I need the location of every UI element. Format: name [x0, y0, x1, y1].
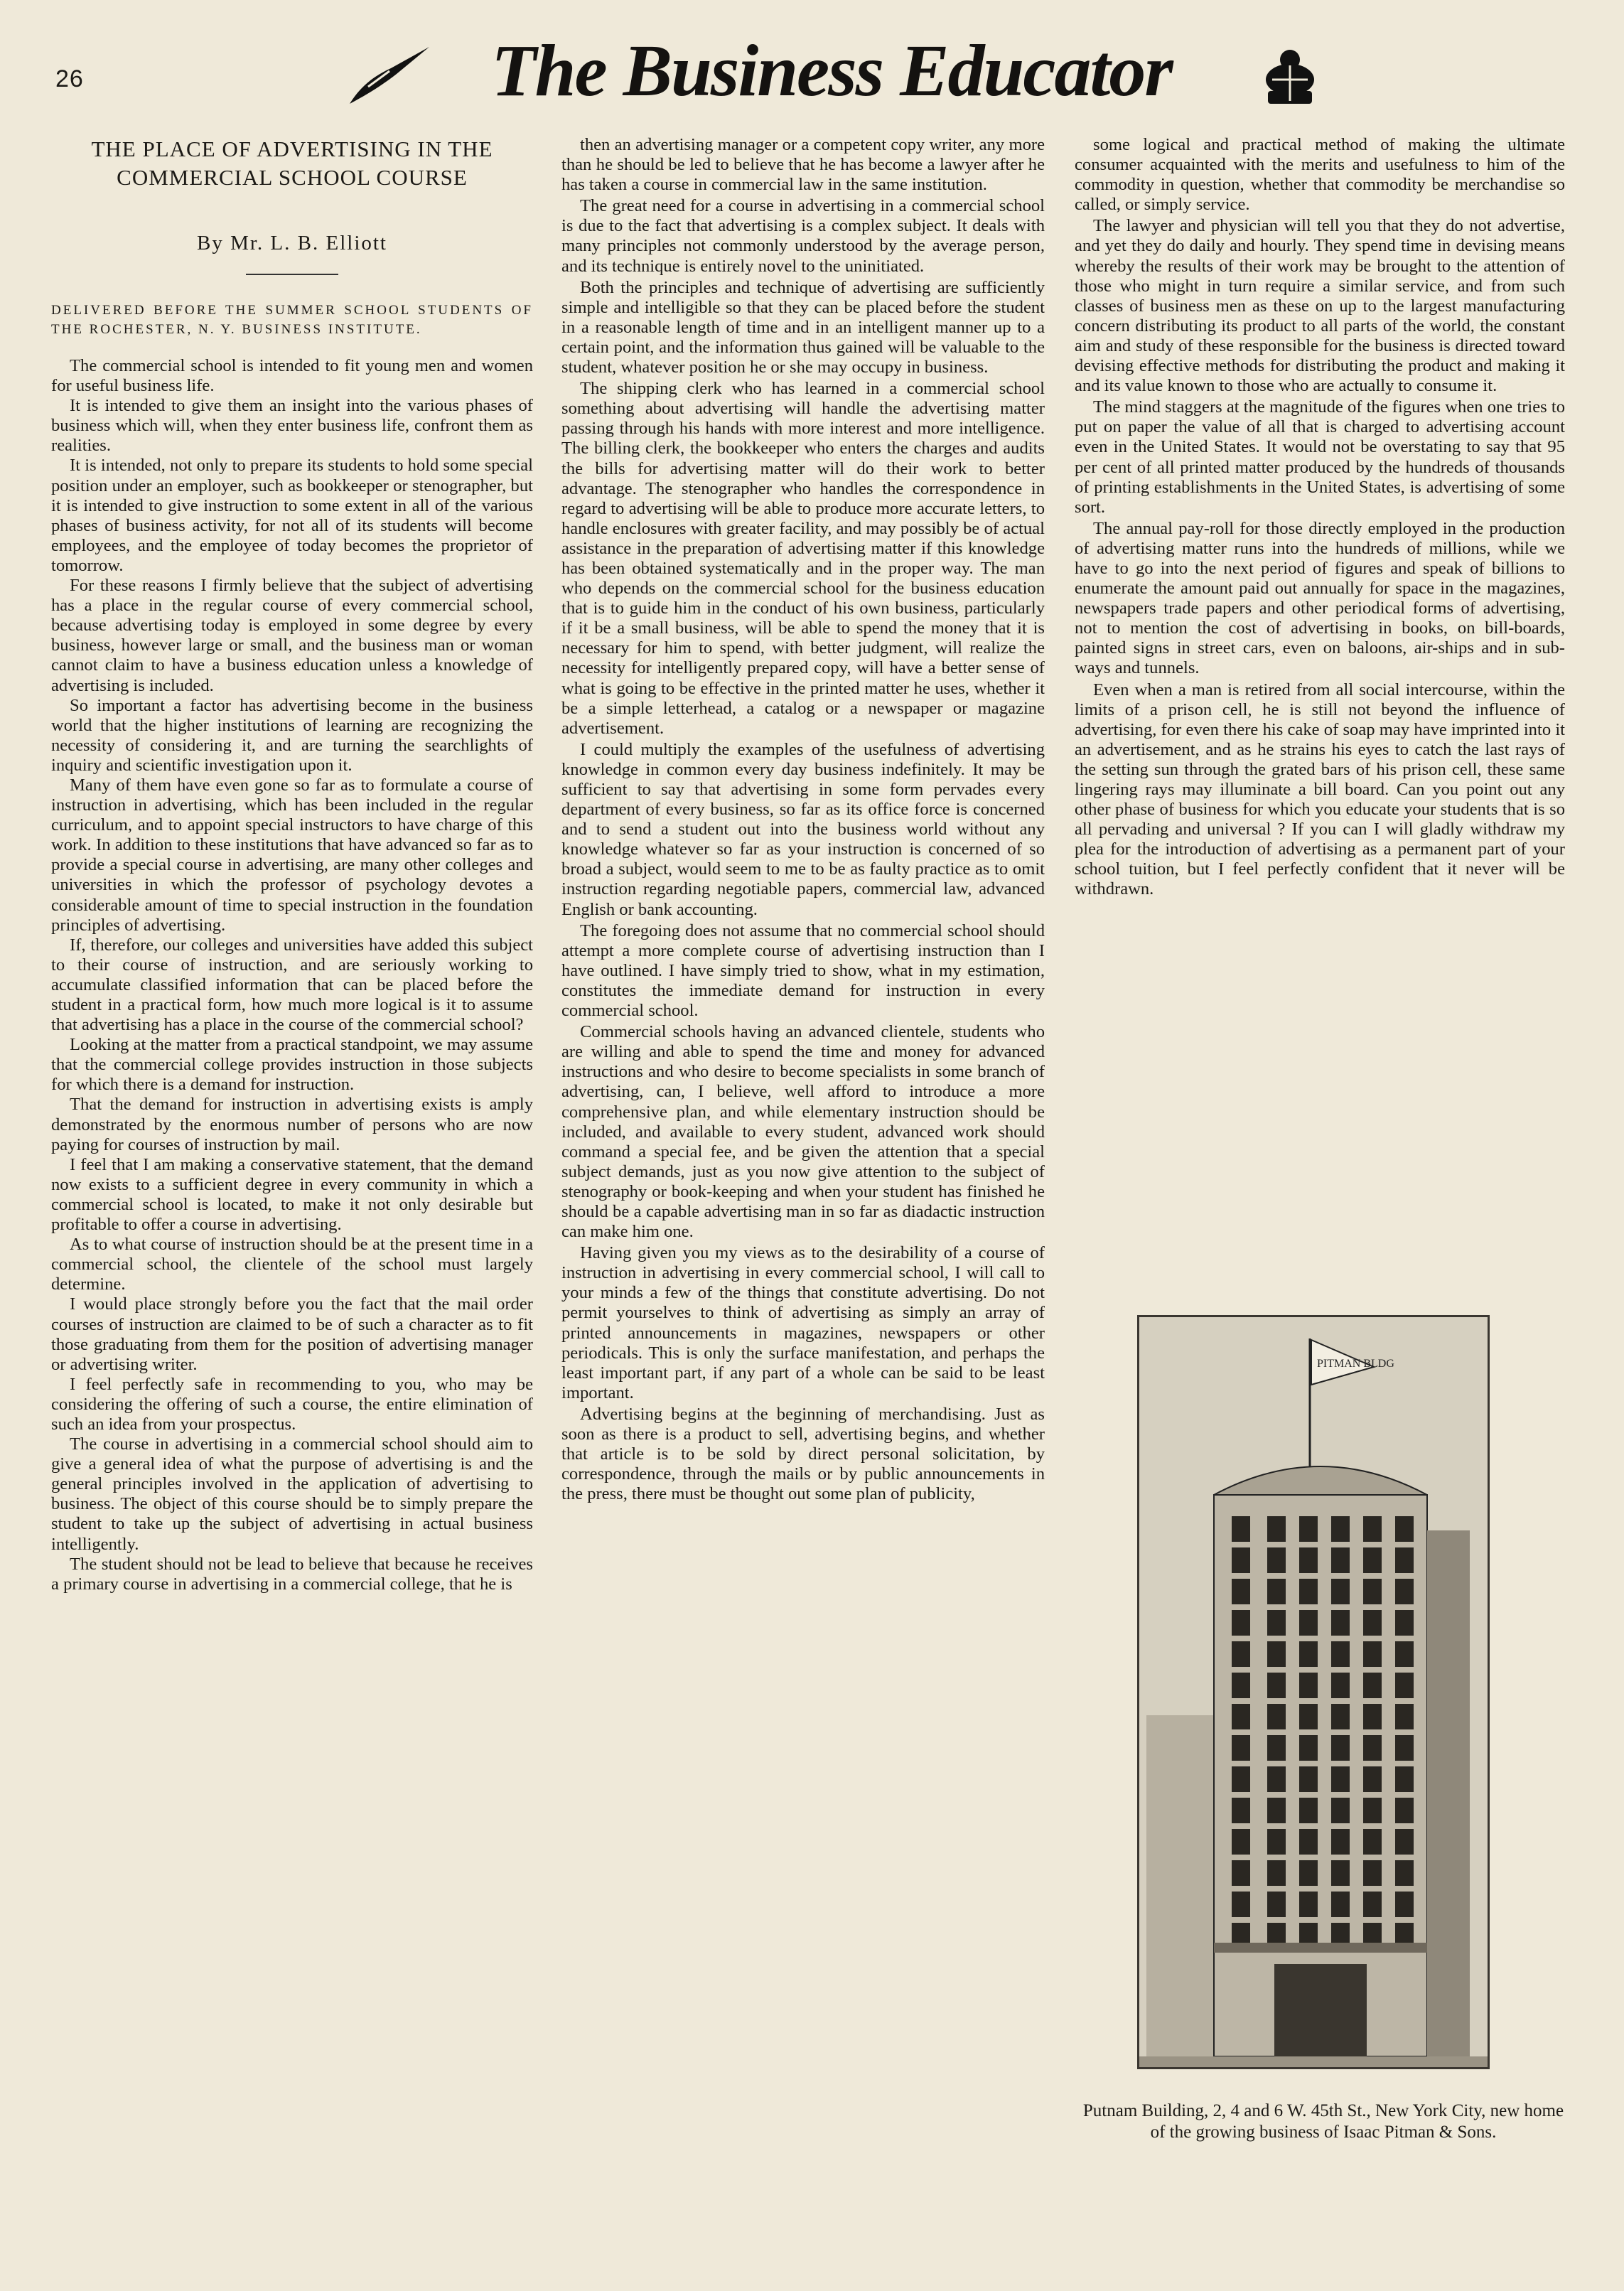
- paragraph: It is intended, not only to prepare its students to hold some special position under an employer, such as bookkeeper or stenographer, but it is intended to give instruction to some extent in all of the various phases of business activity, for not all of its students will become employees, and the employee of today becomes the proprietor of tomorrow.: [51, 456, 533, 575]
- column-3: [1075, 135, 1565, 901]
- quill-pen-icon: [347, 43, 432, 107]
- paragraph: Many of them have even gone so far as to formulate a course of instruction in advertising, which has been included in the regular curriculum, and to appoint special instructors to have charge of this work. In addition to these institutions that have advanced so far as to provide a special course in advertising, are many other colleges and universities in which the professor of psychology devotes a considerable amount of time to special instruction in the foundation principles of advertising.: [51, 775, 533, 935]
- paragraph: Advertising begins at the beginning of merchandising. Just as soon as there is a product to sell, advertising begins, and whether that article is to be sold by direct personal solicitation, by correspondence, through the mails or by public announcements in the press, there must be thought out some plan of publicity,: [561, 1404, 1045, 1504]
- column-1-body: [51, 356, 533, 1594]
- paragraph: then an advertising manager or a competent copy writer, any more than he should be led to believe that he has become a lawyer after he has taken a course in commercial law in the same institution.: [561, 135, 1045, 195]
- paragraph: It is intended to give them an insight into the various phases of business which will, when they enter business life, confront them as realities.: [51, 396, 533, 456]
- column-2: [561, 135, 1045, 1506]
- paragraph: If, therefore, our colleges and universities have added this subject to their course of instruction, and are seriously working to accumulate classified information that can be placed before the student in a practical form, how much more logical is it to assume that advertising has a place in the course of the commercial school?: [51, 935, 533, 1035]
- column-1: [51, 135, 533, 1594]
- title-rule: [246, 274, 338, 275]
- paragraph: That the demand for instruction in advertising exists is amply demonstrated by the enormous number of persons who are now paying for courses of instruction by mail.: [51, 1095, 533, 1154]
- photo-caption: Putnam Building, 2, 4 and 6 W. 45th St., New York City, new home of the growing business of Isaac Pitman & Sons.: [1082, 2101, 1564, 2142]
- paragraph: I would place strongly before you the fact that the mail order courses of instruction are claimed to be of such a character as to fit those graduating from them for the position of advertising manager or advertising writer.: [51, 1294, 533, 1374]
- paragraph: The shipping clerk who has learned in a commercial school something about advertising will handle the advertising matter passing through his hands with more interest and more intelligence. The billing clerk, the bookkeeper who enters the charges and audits the bills for advertising matter will do their work to better advantage. The stenographer who handles the correspondence in regard to advertising will be able to produce more accurate letters, to handle enclosures with greater facility, and may possibly be of actual assistance in the preparation of advertising matter if this knowledge has been obtained systematically and in the proper way. The man who depends on the commercial school for the business education that is to guide him in the conduct of his own business, particularly if it be a small business, will be able to spend the money that it is necessary for him to spend, with better judgment, will realize the necessity for intelligently prepared copy, will have a better sense of what is going to be effective in the printed matter he uses, whether it be a simple letterhead, a catalog or a newspaper or magazine advertisement.: [561, 379, 1045, 738]
- column-3-body: [1075, 135, 1565, 900]
- paragraph: some logical and practical method of making the ultimate consumer acquainted with the merits and usefulness to him of the commodity in question, whether that commodity be merchandise so called, or simply service.: [1075, 135, 1565, 215]
- paragraph: I could multiply the examples of the usefulness of advertising knowledge in common every day business indefinitely. It may be sufficient to say that advertising in some form pervades every department of every business, so far as its office force is concerned and to send a student out into the business world without any knowledge whatever so far as your instruction is concerned of so broad a subject, would seem to me to be as faulty practice as to omit instruction regarding negotiable papers, commercial law, advanced English or bank accounting.: [561, 739, 1045, 919]
- masthead: [0, 0, 1624, 135]
- paragraph: Commercial schools having an advanced clientele, students who are willing and able to spend the time and money for advanced instructions and who desire to become specialists in some branch of advertising, can, I believe, well afford to introduce a more comprehensive plan, and while elementary instruction should be included, and available to every student, advanced work should command a special fee, and be given the attention that a special subject demands, just as you now give attention to the subject of stenography or book-keeping and when your student has finished he should be a capable advertising man in so far as diadactic instruction can make him one.: [561, 1022, 1045, 1242]
- putnam-building-illustration: [1139, 1317, 1488, 2067]
- paragraph: The commercial school is intended to fit young men and women for useful business life.: [51, 356, 533, 396]
- paragraph: I feel that I am making a conservative statement, that the demand now exists to a sufficient degree in every community in which a commercial school is located, to make it not only desirable but profitable to offer a course in advertising.: [51, 1154, 533, 1235]
- paragraph: For these reasons I firmly believe that the subject of advertising has a place in the regular course of every commercial school, because advertising today is employed in some degree by every business, however large or small, and the business man or woman cannot claim to have a business education unless a knowledge of advertising is included.: [51, 576, 533, 695]
- paragraph: Both the principles and technique of advertising are sufficiently simple and intelligible so that they can be placed before the student in a reasonable length of time and in an intelligent manner up to a certain point, and the information thus gained will be valuable to the student, whatever position he or she may occupy in business.: [561, 277, 1045, 377]
- paragraph: The lawyer and physician will tell you that they do not advertise, and yet they do daily and hourly. They spend time in devising means whereby the results of their work may be brought to the attention of those who might in turn require a similar service, and from such classes of business men as these on up to the largest manufacturing concern distributing its product to all parts of the world, the constant aim and study of these responsible for the business is directed toward devising effective methods for distributing the product and making it and its value known to those who are actually to consume it.: [1075, 216, 1565, 396]
- emblem-icon: [1258, 44, 1322, 108]
- paragraph: Even when a man is retired from all social intercourse, within the limits of a prison cell, he is still not beyond the influence of advertising, for even there his cake of soap may have imprinted into it an advertisement, and as he strains his eyes to catch the last rays of the setting sun through the grated bars of his prison cell, these same lingering rays may illuminate a bill board. Can you point out any other phase of business for which you educate your students that is so all pervading and universal ? If you can I will gladly withdraw my plea for the introduction of advertising as a permanent part of your school tuition, but I feel perfectly confident that it never will be withdrawn.: [1075, 680, 1565, 899]
- paragraph: The great need for a course in advertising in a commercial school is due to the fact that advertising is a complex subject. It deals with many principles not commonly understood by the average person, and its technique is entirely novel to the uninitiated.: [561, 196, 1045, 276]
- masthead-title: The Business Educator: [491, 30, 1172, 112]
- page-number: 26: [55, 65, 84, 92]
- paragraph: The course in advertising in a commercial school should aim to give a general idea of what the purpose of advertising is and the general principles involved in the application of advertising to business. The object of this course should be to simply prepare the student to take up the subject of advertising in actual business intelligently.: [51, 1434, 533, 1554]
- paragraph: So important a factor has advertising become in the business world that the higher institutions of learning are recognizing the necessity of considering it, and are turning the searchlights of inquiry and scientific investigation upon it.: [51, 695, 533, 775]
- delivered-note: DELIVERED BEFORE THE SUMMER SCHOOL STUDENTS OF THE ROCHESTER, N. Y. BUSINESS INSTITUTE.: [51, 303, 533, 337]
- paragraph: The foregoing does not assume that no commercial school should attempt a more complete course of advertising instruction than I have outlined. I have simply tried to show, what in my estimation, constitutes the immediate demand for instruction in every commercial school.: [561, 921, 1045, 1021]
- article-byline: By Mr. L. B. Elliott: [197, 232, 387, 254]
- column-2-body: [561, 135, 1045, 1504]
- paragraph: I feel perfectly safe in recommending to you, who may be considering the offering of such a course, the entire elimination of such an idea from your prospectus.: [51, 1374, 533, 1434]
- paragraph: The student should not be lead to believe that because he receives a primary course in advertising in a commercial college, that he is: [51, 1554, 533, 1594]
- paragraph: As to what course of instruction should be at the present time in a commercial school, the clientele of the school must largely determine.: [51, 1235, 533, 1294]
- paragraph: Having given you my views as to the desirability of a course of instruction in advertising in every commercial school, I will call to your minds a few of the things that constitute advertising. Do not permit yourselves to think of advertising as simply an array of printed announcements in magazines, newspapers or other periodicals. This is only the surface manifestation, and perhaps the least important part, if any part of a whole can be said to be least important.: [561, 1243, 1045, 1402]
- paragraph: Looking at the matter from a practical standpoint, we may assume that the commercial college provides instruction in those subjects for which there is a demand for instruction.: [51, 1035, 533, 1095]
- paragraph: The mind staggers at the magnitude of the figures when one tries to put on paper the value of all that is charged to advertising account even in the United States. It would not be overstating to say that 95 per cent of all printed matter produced by the hundreds of thousands of printing establishments in the United States, is advertising of some sort.: [1075, 397, 1565, 517]
- article-title: THE PLACE OF ADVERTISING IN THE COMMERCIAL SCHOOL COURSE: [91, 136, 493, 190]
- building-photo: [1137, 1315, 1490, 2069]
- paragraph: The annual pay-roll for those directly employed in the production of advertising matter runs into the hundreds of millions, while we have to go into the next period of figures and speak of billions to enumerate the amount paid out annually for space in the magazines, newspapers trade papers and other periodical forms of advertising, not to mention the cost of advertising in books, on bill-boards, painted signs in street cars, even on baloons, air-ships and in sub-ways and tunnels.: [1075, 518, 1565, 678]
- flag-text: PITMAN BLDG: [1317, 1358, 1394, 1370]
